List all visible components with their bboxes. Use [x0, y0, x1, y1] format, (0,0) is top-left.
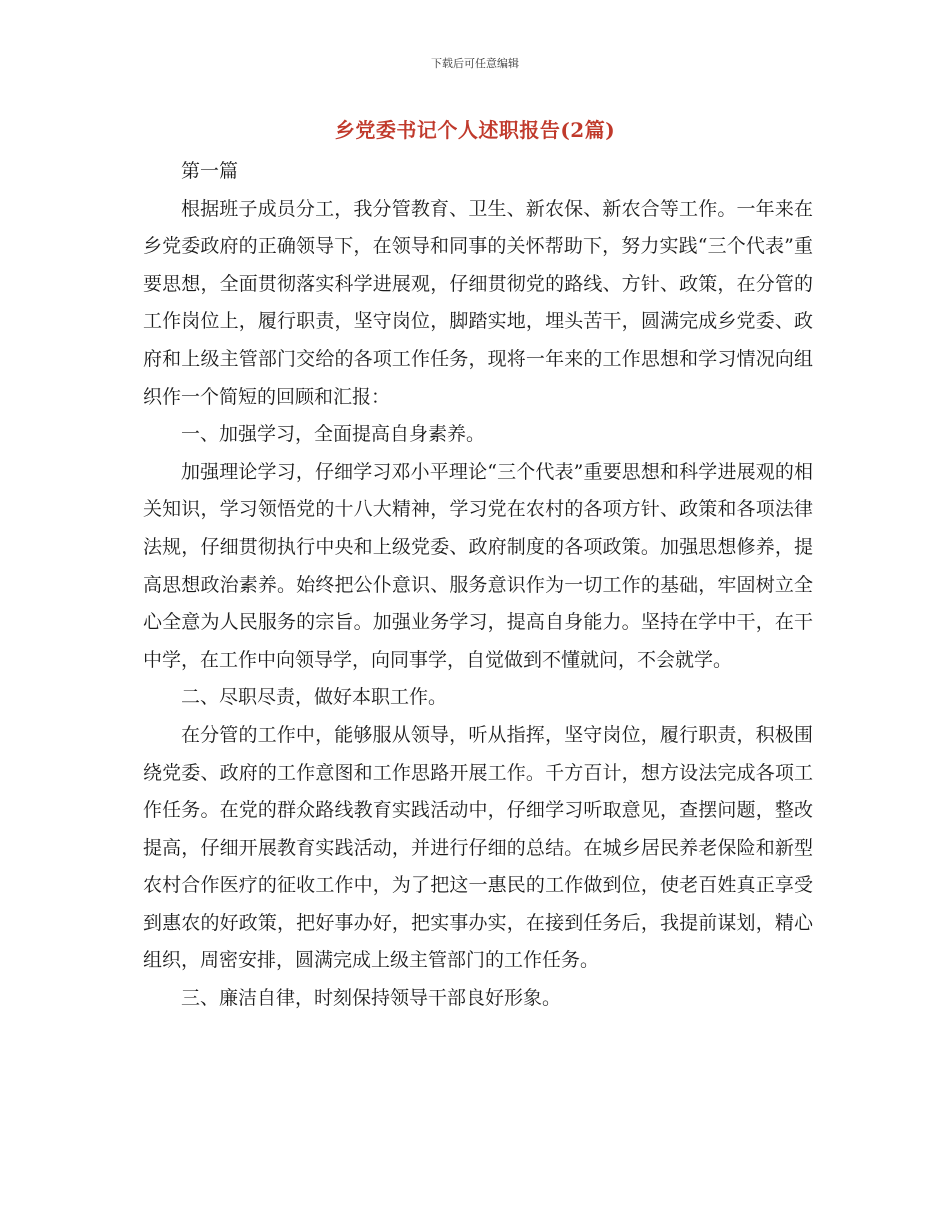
body-paragraph: 加强理论学习，仔细学习邓小平理论“三个代表”重要思想和科学进展观的相关知识，学习领悟党的十八大精神，学习党在农村的各项方针、政策和各项法律法规，仔细贯彻执行中央和上级党委、政府制度的各项政策。加强思想修养，提高思想政治素养。始终把公仆意识、服务意识作为一切工作的基础，牢固树立全心全意为人民服务的宗旨。加强业务学习，提高自身能力。坚持在学中干，在干中学，在工作中向领导学，向同事学，自觉做到不懂就问，不会就学。 — [143, 460, 813, 671]
body-paragraph: 在分管的工作中，能够服从领导，听从指挥，坚守岗位，履行职责，积极围绕党委、政府的工作意图和工作思路开展工作。千方百计，想方设法完成各项工作任务。在党的群众路线教育实践活动中，仔细学习听取意见，查摆问题，整改提高，仔细开展教育实践活动，并进行仔细的总结。在城乡居民养老保险和新型农村合作医疗的征收工作中，为了把这一惠民的工作做到位，使老百姓真正享受到惠农的好政策，把好事办好，把实事办实，在接到任务后，我提前谋划，精心组织，周密安排，圆满完成上级主管部门的工作任务。 — [143, 723, 813, 972]
section-heading: 二、尽职尽责，做好本职工作。 — [181, 686, 448, 709]
document-title: 乡党委书记个人述职报告(2篇) — [334, 118, 616, 142]
document-body — [143, 153, 813, 1018]
section-heading: 三、廉洁自律，时刻保持领导干部良好形象。 — [181, 987, 562, 1010]
header-note: 下载后可任意编辑 — [431, 57, 519, 70]
body-paragraph: 根据班子成员分工，我分管教育、卫生、新农保、新农合等工作。一年来在乡党委政府的正确领导下，在领导和同事的关怀帮助下，努力实践“三个代表”重要思想，全面贯彻落实科学进展观，仔细贯彻党的路线、方针、政策，在分管的工作岗位上，履行职责，坚守岗位，脚踏实地，埋头苦干，圆满完成乡党委、政府和上级主管部门交给的各项工作任务，现将一年来的工作思想和学习情况向组织作一个简短的回顾和汇报： — [143, 197, 813, 408]
section-heading: 第一篇 — [181, 160, 239, 182]
section-heading: 一、加强学习，全面提高自身素养。 — [181, 423, 486, 446]
